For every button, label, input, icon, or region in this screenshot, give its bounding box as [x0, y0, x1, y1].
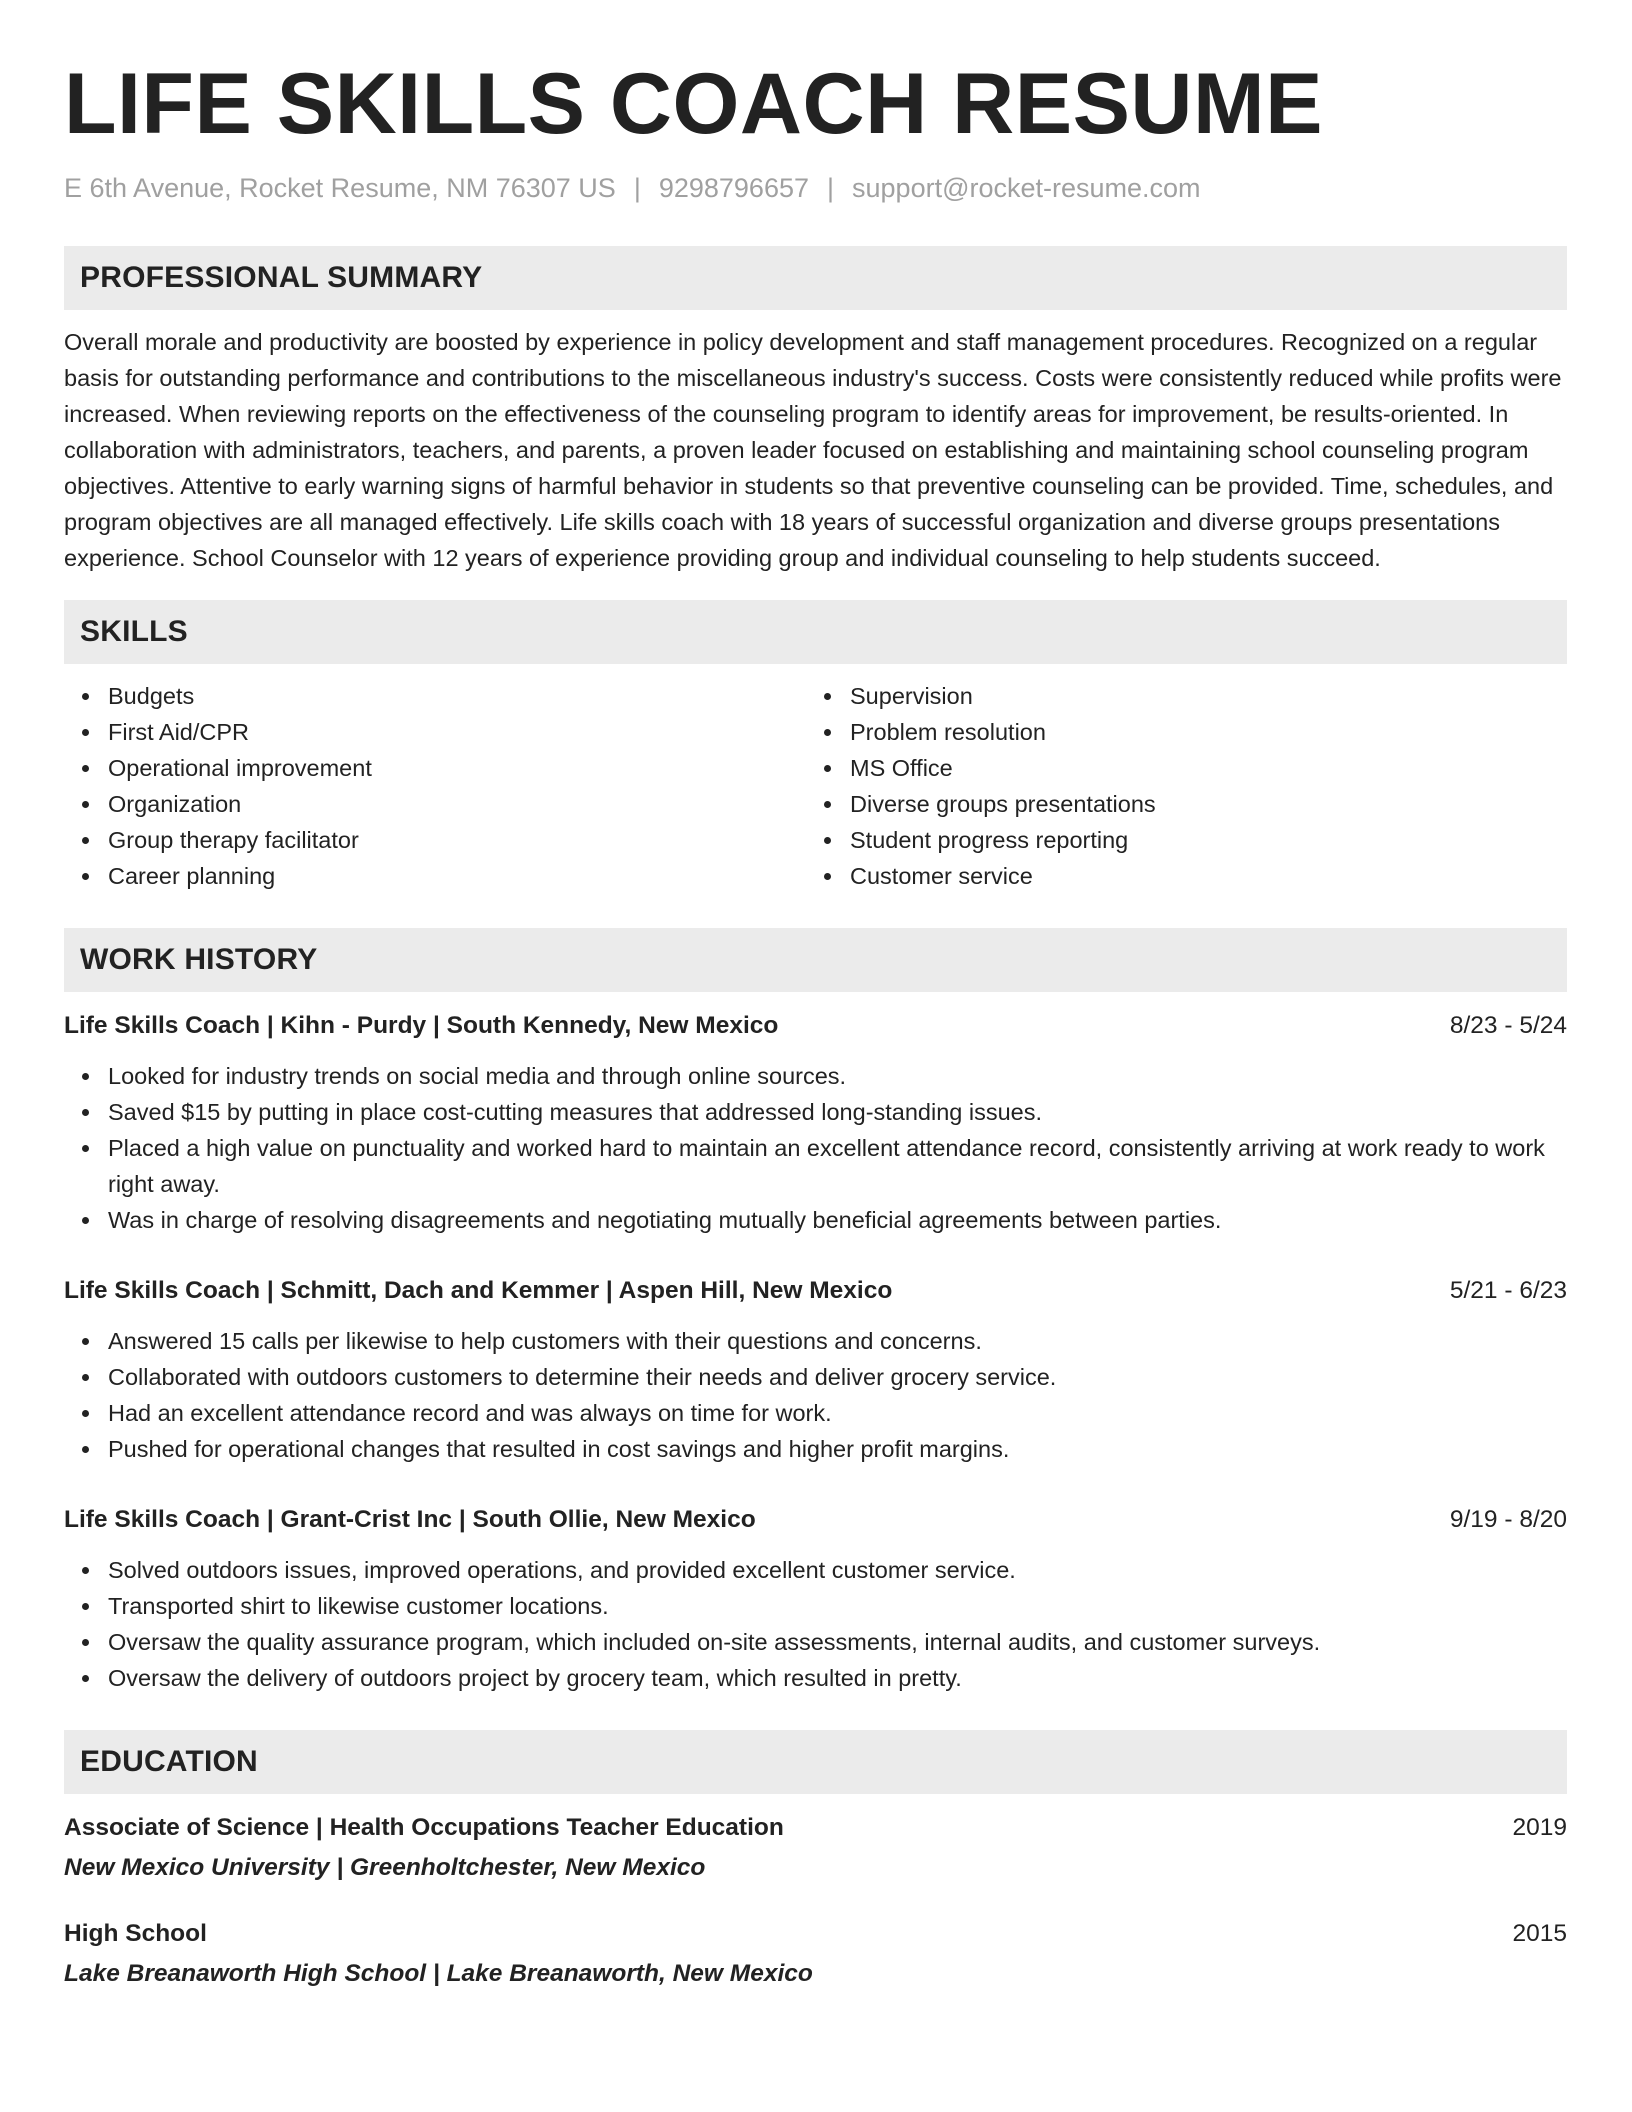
contact-line [64, 170, 1567, 206]
skill-item: Problem resolution [806, 714, 1548, 750]
skills-list [64, 678, 1567, 894]
contact-phone: 9298796657 [658, 173, 809, 203]
skill-item: Customer service [806, 858, 1548, 894]
skill-item: Organization [64, 786, 806, 822]
education-header [64, 1916, 1567, 1952]
skill-item: Diverse groups presentations [806, 786, 1548, 822]
education-year: 2015 [1512, 1920, 1567, 1947]
resume-content [64, 52, 1567, 1992]
contact-separator: | [633, 173, 641, 203]
job-bullet: Transported shirt to likewise customer locations. [64, 1588, 1567, 1624]
job-dates: 5/21 - 6/23 [1449, 1277, 1567, 1304]
job-bullet: Answered 15 calls per likewise to help customers with their questions and concerns. [64, 1323, 1567, 1359]
skills-column-right [806, 678, 1548, 894]
job-entry [64, 1273, 1567, 1467]
skills-section-header: SKILLS [64, 600, 1567, 664]
education-section-header: EDUCATION [64, 1730, 1567, 1794]
education-school: Lake Breanaworth High School | Lake Breanaworth, New Mexico [64, 1960, 813, 1987]
education-degree: Associate of Science | Health Occupations Teacher Education [64, 1814, 784, 1841]
skill-item: Budgets [64, 678, 806, 714]
job-bullets [64, 1323, 1567, 1467]
skill-item: MS Office [806, 750, 1548, 786]
contact-address: E 6th Avenue, Rocket Resume, NM 76307 US [64, 173, 616, 203]
job-entry [64, 1008, 1567, 1238]
education-header [64, 1810, 1567, 1846]
skill-item: Student progress reporting [806, 822, 1548, 858]
job-bullet: Oversaw the delivery of outdoors project by grocery team, which resulted in pretty. [64, 1660, 1567, 1696]
job-bullets [64, 1552, 1567, 1696]
job-heading: Life Skills Coach | Grant-Crist Inc | South Ollie, New Mexico [64, 1506, 756, 1533]
job-bullet: Saved $15 by putting in place cost-cutting measures that addressed long-standing issues. [64, 1094, 1567, 1130]
job-bullet: Solved outdoors issues, improved operations, and provided excellent customer service. [64, 1552, 1567, 1588]
skill-item: Group therapy facilitator [64, 822, 806, 858]
job-bullets [64, 1058, 1567, 1238]
education-degree: High School [64, 1920, 207, 1947]
job-heading: Life Skills Coach | Kihn - Purdy | South Kennedy, New Mexico [64, 1012, 779, 1039]
skill-item: Operational improvement [64, 750, 806, 786]
contact-separator: | [827, 173, 835, 203]
education-entry [64, 1810, 1567, 1886]
summary-text: Overall morale and productivity are boosted by experience in policy development and staff management procedures. Recognized on a regular basis for outstanding performance and contributions to the miscellaneous industry's success. Costs were consistently reduced while profits were increased. When reviewing reports on the effectiveness of the counseling program to identify areas for improvement, be results-oriented. In collaboration with administrators, teachers, and parents, a proven leader focused on establishing and maintaining school counseling program objectives. Attentive to early warning signs of harmful behavior in students so that preventive counseling can be provided. Time, schedules, and program objectives are all managed effectively. Life skills coach with 18 years of successful organization and diverse groups presentations experience. School Counselor with 12 years of experience providing group and individual counseling to help students succeed. [64, 329, 1562, 571]
job-bullet: Oversaw the quality assurance program, which included on-site assessments, internal audits, and customer surveys. [64, 1624, 1567, 1660]
job-entry [64, 1502, 1567, 1696]
job-header [64, 1008, 1567, 1044]
job-header [64, 1273, 1567, 1309]
job-bullet: Looked for industry trends on social media and through online sources. [64, 1058, 1567, 1094]
resume-title: LIFE SKILLS COACH RESUME [64, 56, 1324, 152]
education-school: New Mexico University | Greenholtchester, New Mexico [64, 1854, 706, 1881]
job-bullet: Collaborated with outdoors customers to determine their needs and deliver grocery service. [64, 1359, 1567, 1395]
job-dates: 9/19 - 8/20 [1449, 1506, 1567, 1533]
job-header [64, 1502, 1567, 1538]
education-year: 2019 [1512, 1814, 1567, 1841]
education-entry [64, 1916, 1567, 1992]
skill-item: First Aid/CPR [64, 714, 806, 750]
job-heading: Life Skills Coach | Schmitt, Dach and Kemmer | Aspen Hill, New Mexico [64, 1277, 893, 1304]
job-bullet: Was in charge of resolving disagreements and negotiating mutually beneficial agreements between parties. [64, 1202, 1567, 1238]
skill-item: Career planning [64, 858, 806, 894]
skill-item: Supervision [806, 678, 1548, 714]
summary-section-header: PROFESSIONAL SUMMARY [64, 246, 1567, 310]
job-bullet: Placed a high value on punctuality and worked hard to maintain an excellent attendance record, consistently arriving at work ready to work right away. [64, 1130, 1567, 1202]
job-bullet: Pushed for operational changes that resulted in cost savings and higher profit margins. [64, 1431, 1567, 1467]
job-bullet: Had an excellent attendance record and was always on time for work. [64, 1395, 1567, 1431]
contact-email[interactable]: support@rocket-resume.com [852, 173, 1201, 203]
job-dates: 8/23 - 5/24 [1449, 1012, 1567, 1039]
skills-column-left [64, 678, 806, 894]
work-section-header: WORK HISTORY [64, 928, 1567, 992]
